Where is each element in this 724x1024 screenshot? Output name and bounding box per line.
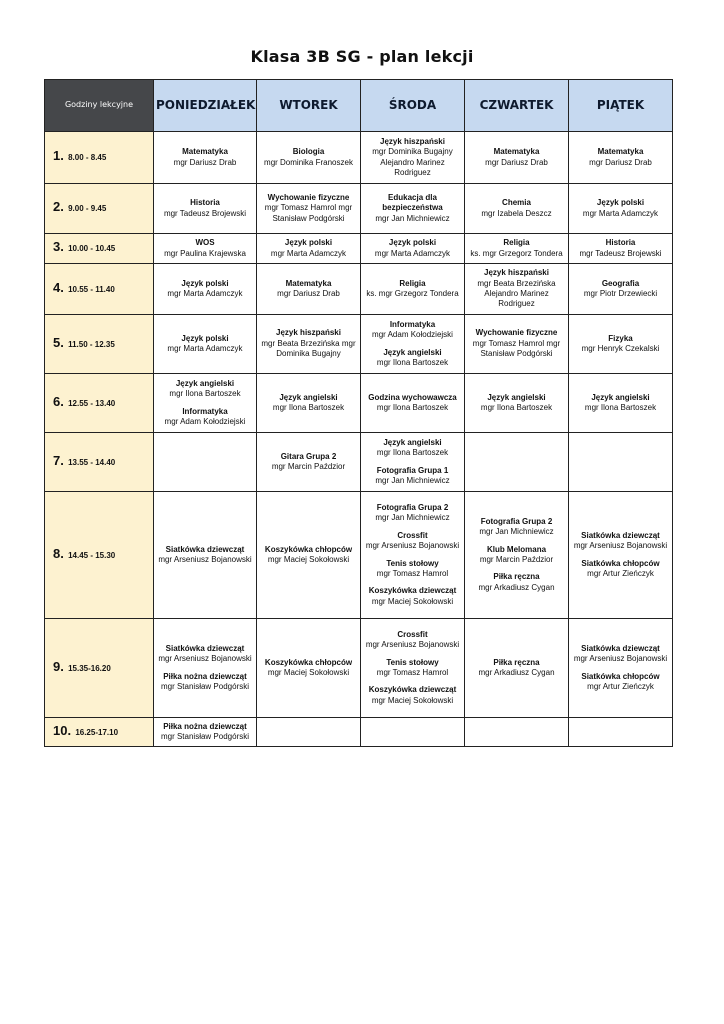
subject-name: Fotografia Grupa 1 [376, 465, 449, 475]
lesson-entry [467, 328, 566, 359]
lesson-entry [156, 644, 254, 665]
teacher-name: mgr Marta Adamczyk [582, 208, 659, 218]
teacher-name: mgr Tomasz Hamrol [376, 568, 449, 578]
teacher-name: mgr Dariusz Drab [589, 157, 652, 167]
lesson-number: 1. [53, 148, 64, 164]
lesson-time-range: 16.25-17.10 [75, 727, 119, 737]
lesson-entry [259, 238, 358, 259]
lesson-time-range: 9.00 - 9.45 [68, 204, 107, 214]
subject-name: Tenis stołowy [386, 657, 439, 667]
lesson-entry [156, 198, 254, 219]
lesson-entry [571, 279, 670, 300]
lesson-cell-friday [569, 184, 673, 234]
subject-name: Siatkówka dziewcząt [581, 530, 660, 540]
teacher-name: mgr Marcin Paździor [479, 555, 554, 564]
teacher-name: mgr Ilona Bartoszek [376, 403, 449, 412]
subject-name: Chemia [502, 198, 531, 208]
subject-name: Wychowanie fizyczne [475, 328, 558, 338]
teacher-name: mgr Maciej Sokołowski [371, 695, 454, 705]
lesson-cell-wednesday [361, 234, 465, 264]
lesson-cell-tuesday [257, 619, 361, 718]
lesson-entry [363, 193, 462, 224]
lesson-entry [363, 531, 462, 552]
lesson-entry [259, 658, 358, 679]
lesson-entry [467, 198, 566, 219]
teacher-name: mgr Tomasz Hamrol [376, 668, 449, 677]
lesson-cell-thursday [465, 234, 569, 264]
timetable [44, 79, 673, 747]
teacher-name: mgr Arseniusz Bojanowski [365, 541, 460, 551]
teacher-name: mgr Dominika Franoszek [264, 157, 353, 167]
teacher-name: mgr Ilona Bartoszek [584, 403, 657, 412]
lesson-entry [363, 685, 462, 706]
lesson-hour-cell [45, 184, 154, 234]
subject-name: Informatyka [182, 406, 228, 416]
teacher-name: mgr Ilona Bartoszek [376, 448, 449, 458]
page-title: Klasa 3B SG - plan lekcji [250, 47, 474, 66]
teacher-name: mgr Arseniusz Bojanowski [158, 555, 252, 564]
subject-name: Crossfit [397, 629, 428, 639]
lesson-cell-monday [154, 264, 257, 315]
subject-name: Biologia [292, 147, 325, 157]
lesson-number: 5. [53, 334, 64, 350]
lesson-cell-monday [154, 234, 257, 264]
subject-name: Wychowanie fizyczne [267, 192, 350, 202]
subject-name: Język polski [181, 278, 229, 288]
subject-name: Siatkówka chłopców [581, 558, 660, 568]
subject-name: Tenis stołowy [386, 558, 439, 568]
lesson-cell-friday [569, 619, 673, 718]
teacher-name: mgr Arkadiusz Cygan [478, 668, 555, 677]
subject-name: Piłka ręczna [493, 657, 540, 667]
teacher-name: mgr Tadeusz Brojewski [163, 208, 247, 218]
lesson-cell-friday [569, 374, 673, 433]
lesson-entry [363, 320, 462, 341]
lesson-entry [363, 137, 462, 179]
lesson-entry [156, 238, 254, 259]
teacher-name: mgr Ilona Bartoszek [480, 403, 553, 412]
subject-name: Język angielski [279, 392, 338, 402]
lesson-number: 7. [53, 452, 64, 468]
subject-name: Koszykówka dziewcząt [368, 685, 457, 695]
lesson-entry [363, 630, 462, 651]
subject-name: Godzina wychowawcza [368, 392, 457, 402]
subject-name: Matematyka [182, 147, 228, 157]
lesson-cell-wednesday [361, 315, 465, 374]
lesson-row [45, 619, 673, 718]
lesson-entry [571, 334, 670, 355]
lesson-entry [467, 658, 566, 679]
lesson-time-range: 10.00 - 10.45 [68, 244, 116, 254]
subject-name: Język angielski [383, 437, 442, 447]
lesson-entry [571, 147, 670, 168]
day-header-tuesday: WTOREK [257, 80, 361, 132]
subject-name: Język hiszpański [276, 328, 341, 338]
lesson-entry [259, 452, 358, 473]
teacher-name: mgr Izabela Deszcz [481, 208, 552, 218]
lesson-cell-thursday [465, 718, 569, 747]
teacher-name: mgr Artur Zieńczyk [587, 568, 654, 578]
lesson-entry [571, 393, 670, 414]
teacher-name: mgr Paulina Krajewska [164, 248, 246, 258]
lesson-entry [467, 393, 566, 414]
lesson-cell-wednesday [361, 718, 465, 747]
lesson-cell-thursday [465, 374, 569, 433]
lesson-cell-tuesday [257, 315, 361, 374]
lesson-cell-monday [154, 718, 257, 747]
subject-name: Edukacja dla bezpieczeństwa [382, 192, 443, 213]
lesson-entry [571, 559, 670, 580]
header-row [45, 80, 673, 132]
teacher-name: mgr Marta Adamczyk [374, 248, 451, 258]
subject-name: Język hiszpański [380, 136, 445, 146]
lesson-entry [363, 466, 462, 487]
teacher-name: mgr Henryk Czekalski [581, 344, 660, 353]
teacher-name: mgr Arseniusz Bojanowski [573, 541, 668, 551]
lesson-time-range: 8.00 - 8.45 [68, 153, 107, 163]
lesson-entry [467, 238, 566, 259]
subject-name: Piłka ręczna [493, 572, 540, 582]
lesson-entry [259, 328, 358, 359]
day-header-thursday: CZWARTEK [465, 80, 569, 132]
teacher-name: mgr Stanisław Podgórski [160, 681, 250, 691]
subject-name: Matematyka [493, 147, 540, 157]
day-header-monday: PONIEDZIAŁEK [154, 80, 257, 132]
lesson-cell-tuesday [257, 433, 361, 492]
lesson-cell-monday [154, 374, 257, 433]
lesson-entry [156, 279, 254, 300]
timetable-body [45, 132, 673, 747]
lesson-cell-friday [569, 433, 673, 492]
teacher-name: mgr Marta Adamczyk [167, 289, 243, 298]
lesson-time-range: 12.55 - 13.40 [68, 398, 116, 408]
lesson-cell-wednesday [361, 374, 465, 433]
lesson-time-range: 15.35-16.20 [68, 663, 111, 673]
lesson-hour-cell [45, 492, 154, 619]
lesson-cell-friday [569, 264, 673, 315]
lesson-cell-wednesday [361, 264, 465, 315]
teacher-name: mgr Tomasz Hamrol mgr Stanisław Podgórski [264, 203, 353, 223]
subject-name: Język polski [284, 238, 333, 248]
teacher-name: mgr Marta Adamczyk [167, 344, 243, 353]
lesson-cell-friday [569, 718, 673, 747]
lesson-entry [363, 503, 462, 524]
lesson-cell-tuesday [257, 374, 361, 433]
lesson-entry [363, 658, 462, 679]
lesson-entry [156, 147, 254, 168]
lesson-cell-thursday [465, 264, 569, 315]
lesson-row [45, 718, 673, 747]
teacher-name: mgr Ilona Bartoszek [376, 357, 449, 367]
teacher-name: mgr Ilona Bartoszek [272, 403, 345, 412]
subject-name: Piłka nożna dziewcząt [163, 671, 247, 681]
subject-name: Język angielski [175, 378, 235, 388]
lesson-cell-monday [154, 619, 257, 718]
subject-name: Język angielski [591, 392, 650, 402]
lesson-hour-cell [45, 433, 154, 492]
subject-name: Fizyka [608, 333, 633, 343]
lesson-entry [156, 407, 254, 428]
lesson-entry [467, 147, 566, 168]
subject-name: Siatkówka dziewcząt [165, 544, 245, 554]
lesson-time-range: 14.45 - 15.30 [68, 550, 116, 560]
lesson-entry [363, 559, 462, 580]
teacher-name: mgr Arseniusz Bojanowski [158, 654, 252, 664]
teacher-name: mgr Arseniusz Bojanowski [573, 654, 668, 664]
lesson-entry [467, 517, 566, 538]
lesson-hour-cell [45, 132, 154, 184]
subject-name: WOS [195, 238, 215, 248]
teacher-name: mgr Tadeusz Brojewski [579, 248, 662, 258]
teacher-name: mgr Arkadiusz Cygan [478, 582, 555, 592]
lesson-entry [156, 672, 254, 693]
lesson-time-range: 13.55 - 14.40 [68, 457, 116, 467]
lesson-entry [363, 238, 462, 259]
lesson-row [45, 132, 673, 184]
subject-name: Siatkówka dziewcząt [581, 643, 660, 653]
lesson-entry [259, 545, 358, 566]
lesson-cell-wednesday [361, 433, 465, 492]
lesson-cell-thursday [465, 433, 569, 492]
subject-name: Koszykówka chłopców [264, 657, 353, 667]
lesson-cell-friday [569, 132, 673, 184]
lesson-cell-wednesday [361, 492, 465, 619]
teacher-name: mgr Piotr Drzewiecki [583, 289, 658, 298]
lesson-cell-thursday [465, 619, 569, 718]
teacher-name: mgr Tomasz Hamrol mgr Stanisław Podgórski [472, 338, 561, 359]
teacher-name: mgr Jan Michniewicz [375, 213, 450, 223]
lesson-entry [363, 438, 462, 459]
subject-name: Religia [399, 278, 426, 288]
teacher-name: mgr Jan Michniewicz [375, 513, 450, 523]
day-header-friday: PIĄTEK [569, 80, 673, 132]
lesson-number: 8. [53, 545, 64, 561]
lesson-entry [571, 238, 670, 259]
lesson-hour-cell [45, 234, 154, 264]
lesson-row [45, 492, 673, 619]
subject-name: Informatyka [389, 319, 436, 329]
lesson-entry [571, 672, 670, 693]
lesson-cell-tuesday [257, 184, 361, 234]
day-header-wednesday: ŚRODA [361, 80, 465, 132]
subject-name: Fotografia Grupa 2 [376, 502, 449, 512]
lesson-cell-thursday [465, 492, 569, 619]
lesson-cell-thursday [465, 132, 569, 184]
lesson-number: 2. [53, 199, 64, 215]
lesson-cell-monday [154, 184, 257, 234]
teacher-name: mgr Marcin Paździor [271, 462, 346, 471]
teacher-name: mgr Ilona Bartoszek [169, 389, 241, 399]
lesson-hour-cell [45, 264, 154, 315]
teacher-name: ks. mgr Grzegorz Tondera [470, 248, 563, 258]
lesson-number: 3. [53, 239, 64, 255]
lesson-cell-tuesday [257, 132, 361, 184]
lesson-cell-tuesday [257, 264, 361, 315]
lesson-row [45, 374, 673, 433]
lesson-entry [156, 379, 254, 400]
lesson-number: 9. [53, 658, 64, 674]
lesson-entry [363, 348, 462, 369]
lesson-row [45, 234, 673, 264]
lesson-hour-cell [45, 374, 154, 433]
teacher-name: mgr Arseniusz Bojanowski [365, 640, 460, 650]
teacher-name: mgr Jan Michniewicz [479, 527, 554, 537]
lesson-cell-tuesday [257, 718, 361, 747]
lesson-cell-wednesday [361, 132, 465, 184]
subject-name: Siatkówka chłopców [581, 671, 660, 681]
lesson-row [45, 315, 673, 374]
lesson-entry [156, 334, 254, 355]
subject-name: Matematyka [285, 278, 332, 288]
lesson-entry [571, 531, 670, 552]
lesson-entry [363, 279, 462, 300]
lesson-number: 10. [53, 722, 72, 738]
subject-name: Język angielski [383, 347, 442, 357]
subject-name: Geografia [601, 278, 640, 288]
lesson-entry [467, 572, 566, 593]
teacher-name: mgr Marta Adamczyk [270, 248, 347, 258]
subject-name: Klub Melomana [486, 544, 547, 554]
lesson-cell-wednesday [361, 619, 465, 718]
lesson-cell-monday [154, 132, 257, 184]
teacher-name: mgr Dariusz Drab [277, 289, 340, 298]
lesson-entry [259, 393, 358, 414]
lesson-hour-cell [45, 619, 154, 718]
subject-name: Religia [503, 238, 530, 248]
lesson-entry [363, 586, 462, 607]
lesson-hour-cell [45, 315, 154, 374]
lesson-cell-wednesday [361, 184, 465, 234]
lesson-cell-monday [154, 433, 257, 492]
lesson-entry [467, 545, 566, 566]
lesson-hour-cell [45, 718, 154, 747]
lesson-cell-friday [569, 492, 673, 619]
teacher-name: mgr Beata Brzezińska Alejandro Marinez Rodriguez [477, 278, 556, 309]
subject-name: Gitara Grupa 2 [280, 451, 337, 461]
subject-name: Koszykówka chłopców [264, 544, 353, 554]
subject-name: Język polski [596, 198, 645, 208]
lesson-entry [363, 393, 462, 414]
subject-name: Piłka nożna dziewcząt [163, 721, 247, 731]
subject-name: Język polski [181, 333, 229, 343]
teacher-name: mgr Maciej Sokołowski [267, 668, 350, 677]
lesson-entry [156, 545, 254, 566]
lesson-time-range: 10.55 - 11.40 [68, 284, 115, 294]
teacher-name: mgr Jan Michniewicz [375, 475, 450, 485]
lesson-cell-thursday [465, 184, 569, 234]
subject-name: Historia [605, 238, 636, 248]
subject-name: Crossfit [397, 530, 428, 540]
subject-name: Siatkówka dziewcząt [165, 643, 245, 653]
lesson-number: 6. [53, 393, 64, 409]
teacher-name: mgr Adam Kołodziejski [164, 416, 246, 426]
lesson-entry [259, 193, 358, 224]
subject-name: Fotografia Grupa 2 [480, 516, 553, 526]
lesson-cell-monday [154, 492, 257, 619]
subject-name: Matematyka [597, 147, 644, 157]
teacher-name: mgr Dariusz Drab [485, 157, 548, 167]
subject-name: Historia [190, 198, 220, 208]
lesson-cell-monday [154, 315, 257, 374]
lesson-entry [156, 722, 254, 743]
lesson-cell-tuesday [257, 234, 361, 264]
lesson-time-range: 11.50 - 12.35 [68, 339, 115, 349]
teacher-name: mgr Dariusz Drab [173, 157, 237, 167]
teacher-name: mgr Maciej Sokołowski [371, 596, 454, 606]
subject-name: Język hiszpański [484, 268, 549, 278]
lesson-cell-friday [569, 315, 673, 374]
teacher-name: mgr Artur Zieńczyk [587, 681, 654, 691]
lesson-entry [571, 644, 670, 665]
lesson-entry [467, 268, 566, 310]
hours-header: Godziny lekcyjne [45, 80, 154, 132]
lesson-cell-thursday [465, 315, 569, 374]
lesson-row [45, 264, 673, 315]
lesson-number: 4. [53, 279, 64, 295]
subject-name: Język polski [388, 238, 437, 248]
teacher-name: mgr Dominika Bugajny Alejandro Marinez Rodriguez [372, 147, 453, 177]
lesson-row [45, 184, 673, 234]
lesson-cell-friday [569, 234, 673, 264]
lesson-entry [259, 279, 358, 300]
subject-name: Język angielski [487, 392, 546, 402]
teacher-name: mgr Stanisław Podgórski [160, 732, 250, 741]
teacher-name: mgr Beata Brzezińska mgr Dominika Bugajny [261, 338, 356, 359]
teacher-name: ks. mgr Grzegorz Tondera [366, 289, 459, 298]
lesson-entry [571, 198, 670, 219]
lesson-entry [259, 147, 358, 168]
teacher-name: mgr Adam Kołodziejski [372, 330, 453, 340]
teacher-name: mgr Maciej Sokołowski [267, 555, 350, 564]
lesson-row [45, 433, 673, 492]
lesson-cell-tuesday [257, 492, 361, 619]
subject-name: Koszykówka dziewcząt [368, 586, 457, 596]
